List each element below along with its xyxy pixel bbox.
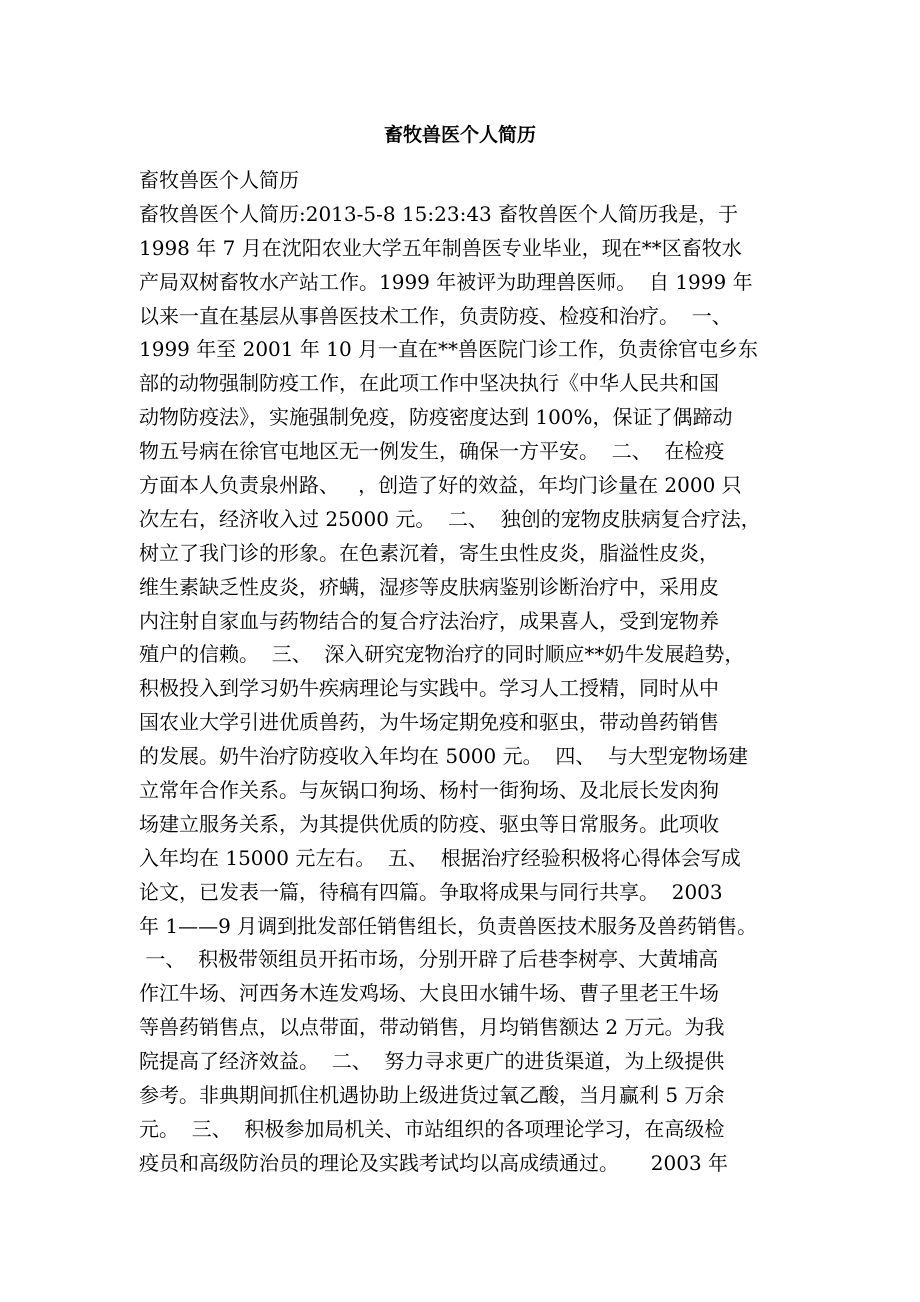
body-line: 1998 年 7 月在沈阳农业大学五年制兽医专业毕业，现在**区畜牧水 bbox=[139, 235, 742, 260]
body-line: 方面本人负责泉州路、 ，创造了好的效益，年均门诊量在 2000 只 bbox=[139, 473, 742, 498]
body-line: 维生素缺乏性皮炎，疥螨，湿疹等皮肤病鉴别诊断治疗中，采用皮 bbox=[139, 574, 719, 599]
body-line: 疫员和高级防治员的理论及实践考试均以高成绩通过。 2003 年 bbox=[139, 1150, 729, 1175]
document-title: 畜牧兽医个人简历 bbox=[383, 124, 536, 146]
body-line: 院提高了经济效益。 二、 努力寻求更广的进货渠道，为上级提供 bbox=[139, 1049, 725, 1074]
body-line: 殖户的信赖。 三、 深入研究宠物治疗的同时顺应**奶牛发展趋势， bbox=[139, 642, 745, 667]
body-line: 一、 积极带领组员开拓市场，分别开辟了后巷李树亭、大黄埔高 bbox=[139, 947, 719, 972]
document-body bbox=[139, 164, 799, 1181]
body-line: 产局双树畜牧水产站工作。1999 年被评为助理兽医师。 自 1999 年 bbox=[139, 269, 753, 294]
body-line: 年 1——9 月调到批发部任销售组长，负责兽医技术服务及兽药销售。 bbox=[139, 913, 758, 938]
body-line: 国农业大学引进优质兽药，为牛场定期免疫和驱虫，带动兽药销售 bbox=[139, 710, 719, 735]
body-line: 作江牛场、河西务木连发鸡场、大良田水铺牛场、曹子里老王牛场 bbox=[139, 981, 719, 1006]
body-line: 论文，已发表一篇，待稿有四篇。争取将成果与同行共享。 2003 bbox=[139, 879, 723, 904]
body-line: 的发展。奶牛治疗防疫收入年均在 5000 元。 四、 与大型宠物场建 bbox=[139, 744, 749, 769]
body-line: 物五号病在徐官屯地区无一例发生，确保一方平安。 二、 在检疫 bbox=[139, 439, 725, 464]
body-line: 畜牧兽医个人简历 bbox=[139, 168, 299, 192]
body-line: 立常年合作关系。与灰锅口狗场、杨村一街狗场、及北辰长发肉狗 bbox=[139, 778, 719, 803]
body-line: 以来一直在基层从事兽医技术工作，负责防疫、检疫和治疗。 一、 bbox=[139, 303, 732, 328]
body-line: 内注射自家血与药物结合的复合疗法治疗，成果喜人，受到宠物养 bbox=[139, 608, 719, 633]
body-line: 等兽药销售点，以点带面，带动销售，月均销售额达 2 万元。为我 bbox=[139, 1015, 725, 1040]
body-line: 1999 年至 2001 年 10 月一直在**兽医院门诊工作，负责徐官屯乡东 bbox=[139, 337, 759, 362]
body-line: 入年均在 15000 元左右。 五、 根据治疗经验积极将心得体会写成 bbox=[139, 845, 741, 870]
body-line: 动物防疫法》，实施强制免疫，防疫密度达到 100%，保证了偶蹄动 bbox=[139, 405, 733, 430]
body-line: 积极投入到学习奶牛疾病理论与实践中。学习人工授精，同时从中 bbox=[139, 676, 719, 701]
body-line: 部的动物强制防疫工作，在此项工作中坚决执行《中华人民共和国 bbox=[139, 371, 719, 396]
body-line: 畜牧兽医个人简历:2013-5-8 15:23:43 畜牧兽医个人简历我是，于 bbox=[139, 201, 739, 226]
body-line: 次左右，经济收入过 25000 元。 二、 独创的宠物皮肤病复合疗法， bbox=[139, 506, 761, 531]
body-line: 参考。非典期间抓住机遇协助上级进货过氧乙酸，当月赢利 5 万余 bbox=[139, 1083, 725, 1108]
body-line: 树立了我门诊的形象。在色素沉着，寄生虫性皮炎，脂溢性皮炎， bbox=[139, 540, 719, 565]
body-line: 场建立服务关系，为其提供优质的防疫、驱虫等日常服务。此项收 bbox=[139, 811, 719, 836]
body-line: 元。 三、 积极参加局机关、市站组织的各项理论学习，在高级检 bbox=[139, 1116, 725, 1141]
